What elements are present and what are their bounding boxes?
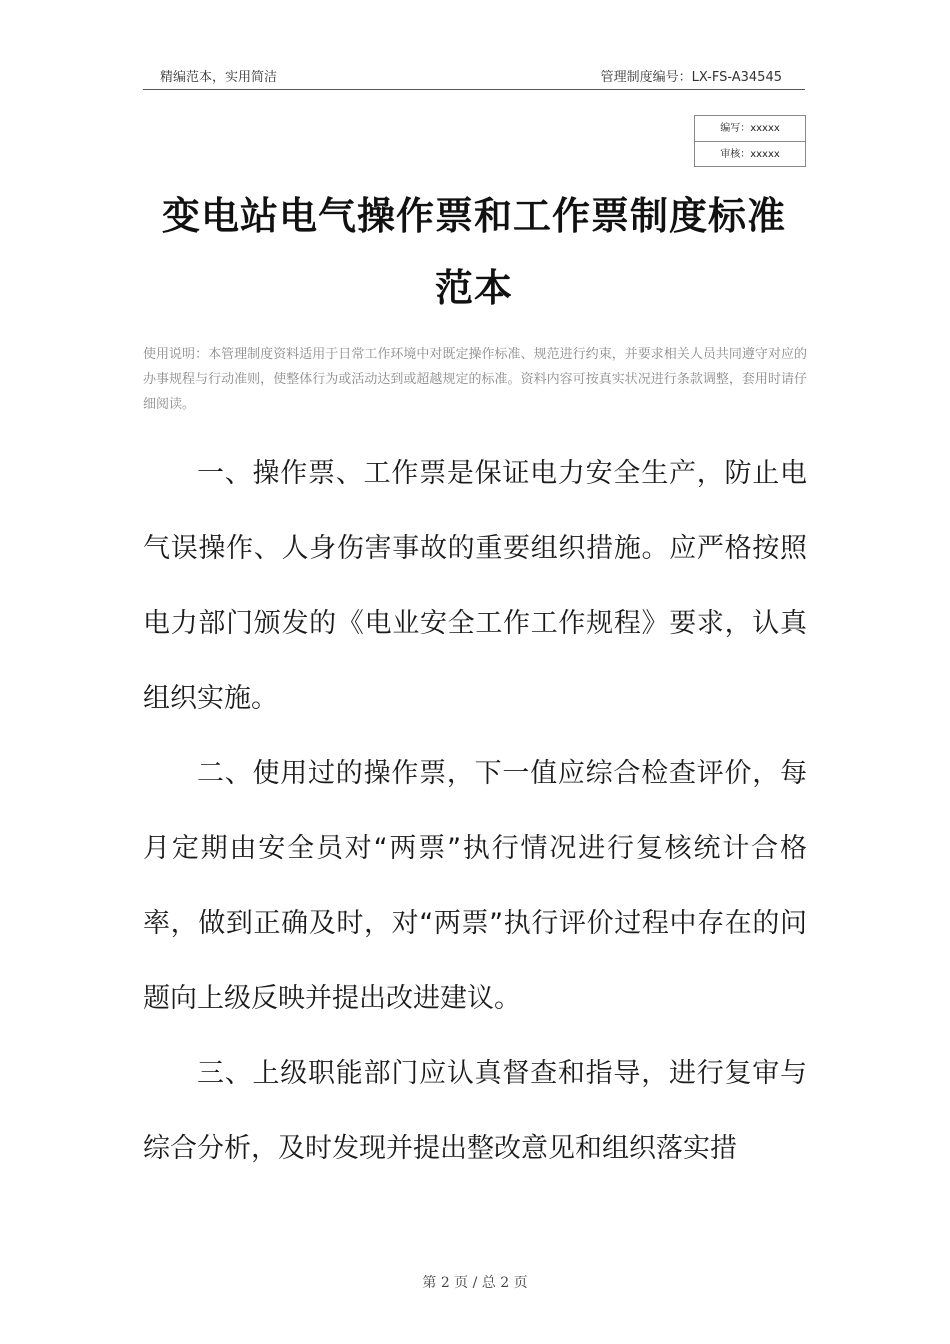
- usage-note: 使用说明：本管理制度资料适用于日常工作环境中对既定操作标准、规范进行约束，并要求相关人员共同遵守对应的办事规程与行动准则，使整体行为或活动达到或超越规定的标准。资料内容可按真实状况进行条款调整，套用时请仔细阅读。: [143, 347, 807, 412]
- page-indicator: 第 2 页 / 总 2 页: [422, 1275, 528, 1291]
- document-title: 变电站电气操作票和工作票制度标准范本: [161, 194, 786, 310]
- editor-field: 编写：xxxxx: [720, 123, 780, 134]
- approval-table: [694, 115, 806, 167]
- document-number: 管理制度编号：LX-FS-A34545: [600, 70, 782, 85]
- body-paragraph-3: 三、上级职能部门应认真督查和指导，进行复审与综合分析，及时发现并提出整改意见和组织落实措: [143, 1058, 807, 1164]
- body-paragraph-2: 二、使用过的操作票，下一值应综合检查评价，每月定期由安全员对“两票”执行情况进行复核统计合格率，做到正确及时，对“两票”执行评价过程中存在的问题向上级反映并提出改进建议。: [143, 758, 807, 1014]
- header-divider: [143, 89, 805, 90]
- reviewer-field: 审核：xxxxx: [695, 141, 805, 166]
- body-paragraph-1: 一、操作票、工作票是保证电力安全生产，防止电气误操作、人身伤害事故的重要组织措施。应严格按照电力部门颁发的《电业安全工作工作规程》要求，认真组织实施。: [143, 458, 807, 714]
- document-body: [143, 436, 807, 1186]
- header-slogan: 精编范本，实用简洁: [160, 70, 278, 85]
